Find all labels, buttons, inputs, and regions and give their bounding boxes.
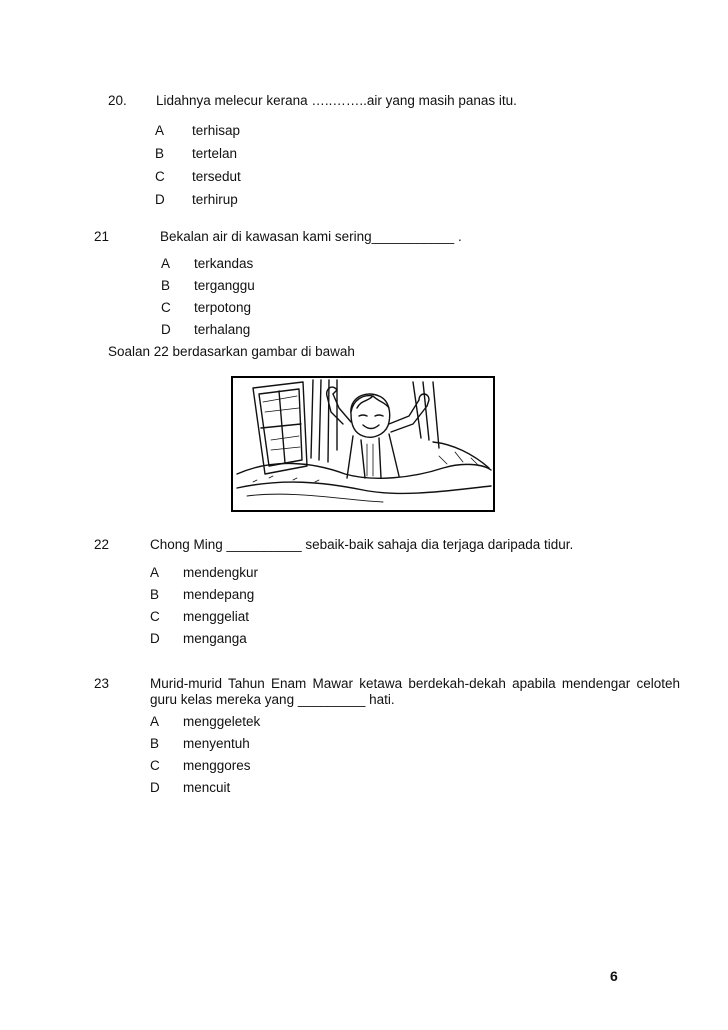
q21-option-b-text: terganggu [194,278,255,293]
q22-option-c-text: menggeliat [183,609,250,624]
q23-option-d-letter: D [150,780,160,795]
page-number: 6 [610,968,618,984]
q22-option-d-text: menganga [183,631,247,646]
q21-number: 21 [94,229,110,244]
q23-option-b-letter: B [150,736,160,751]
q20-option-d-letter: D [155,192,165,207]
q23-stem-line2: guru kelas mereka yang _________ hati. [150,692,395,707]
q23-number: 23 [94,676,110,691]
q20-option-a-text: terhisap [192,123,241,138]
q23-option-c-letter: C [150,758,160,773]
q23-option-c-text: menggores [183,758,251,773]
q23-option-d-text: mencuit [183,780,231,795]
q20-stem: Lidahnya melecur kerana …..……..air yang masih panas itu. [156,93,517,108]
q21-option-a-text: terkandas [194,256,254,271]
q21-option-d-text: terhalang [194,322,251,337]
q23-option-a-letter: A [150,714,160,729]
q22-stem: Chong Ming __________ sebaik-baik sahaja dia terjaga daripada tidur. [150,537,574,552]
q20-option-b-letter: B [155,146,165,161]
q21-option-a-letter: A [161,256,171,271]
q21-option-c-letter: C [161,300,171,315]
q23-option-b-text: menyentuh [183,736,250,751]
q20-option-b-text: tertelan [192,146,238,161]
q22-option-a-text: mendengkur [183,565,259,580]
q22-number: 22 [94,537,110,552]
section-note: Soalan 22 berdasarkan gambar di bawah [108,344,355,359]
q22-option-b-text: mendepang [183,587,255,602]
q20-option-a-letter: A [155,123,165,138]
q21-stem: Bekalan air di kawasan kami sering___________ . [160,229,462,244]
q21-option-b-letter: B [161,278,171,293]
q21-option-c-text: terpotong [194,300,252,315]
q22-option-a-letter: A [150,565,160,580]
q23-option-a-text: menggeletek [183,714,261,729]
q20-option-d-text: terhirup [192,192,238,207]
q20-option-c-letter: C [155,169,165,184]
stretching-boy-illustration [231,376,495,512]
q22-option-b-letter: B [150,587,160,602]
q22-option-c-letter: C [150,609,160,624]
q20-number: 20. [108,93,127,108]
q21-option-d-letter: D [161,322,171,337]
q20-option-c-text: tersedut [192,169,241,184]
q22-option-d-letter: D [150,631,160,646]
q23-stem-line1: Murid-murid Tahun Enam Mawar ketawa berdekah-dekah apabila mendengar celoteh [150,676,680,691]
